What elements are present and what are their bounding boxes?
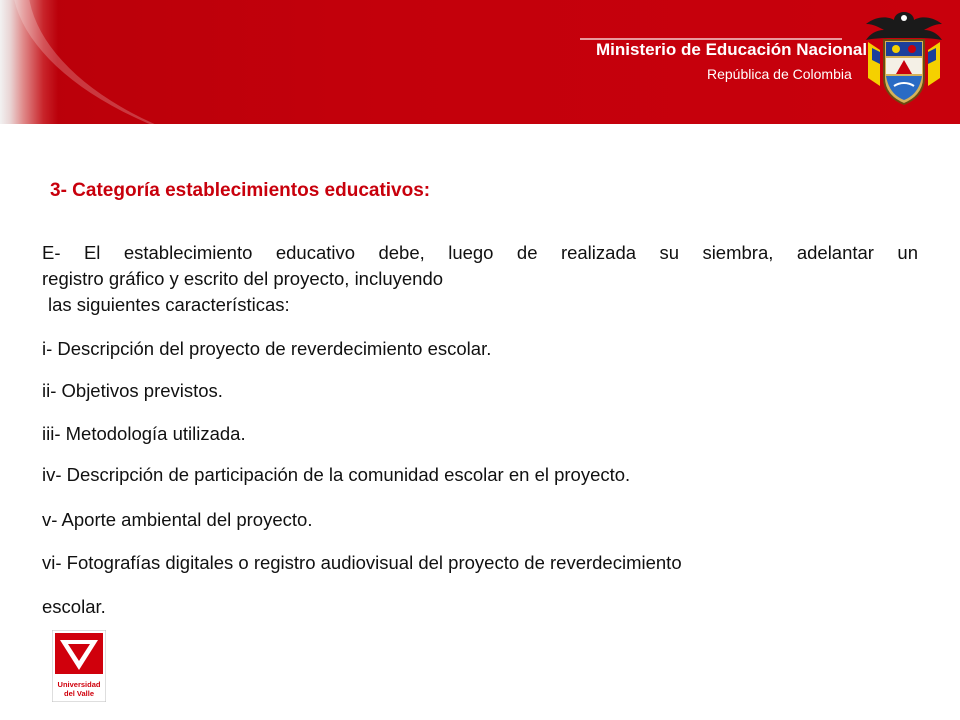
logo-text-line2: del Valle [63, 689, 95, 698]
list-item: iv- Descripción de participación de la comunidad escolar en el proyecto. [42, 464, 631, 485]
list-item: v- Aporte ambiental del proyecto. [42, 509, 313, 530]
colombia-coat-of-arms-icon [858, 8, 950, 112]
list-item: escolar. [42, 596, 106, 617]
intro-line: las siguientes características: [48, 294, 290, 315]
header-swoosh [0, 0, 604, 124]
ministry-name: Ministerio de Educación Nacional [596, 40, 868, 59]
list-item: iii- Metodología utilizada. [42, 423, 246, 444]
logo-text-line1: Universidad [57, 680, 101, 689]
section-heading: 3- Categoría establecimientos educativos: [50, 180, 431, 201]
country-name: República de Colombia [707, 66, 852, 82]
univalle-logo-icon [52, 630, 106, 702]
intro-line: E- El establecimiento educativo debe, luego de realizada su siembra, adelantar un [42, 242, 918, 263]
list-item: ii- Objetivos previstos. [42, 380, 223, 401]
intro-line: registro gráfico y escrito del proyecto, incluyendo [42, 268, 444, 289]
header-banner [0, 0, 960, 124]
list-item: i- Descripción del proyecto de reverdecimiento escolar. [42, 338, 492, 359]
intro-paragraph [42, 240, 918, 318]
list-item: vi- Fotografías digitales o registro audiovisual del proyecto de reverdecimiento [42, 552, 682, 573]
